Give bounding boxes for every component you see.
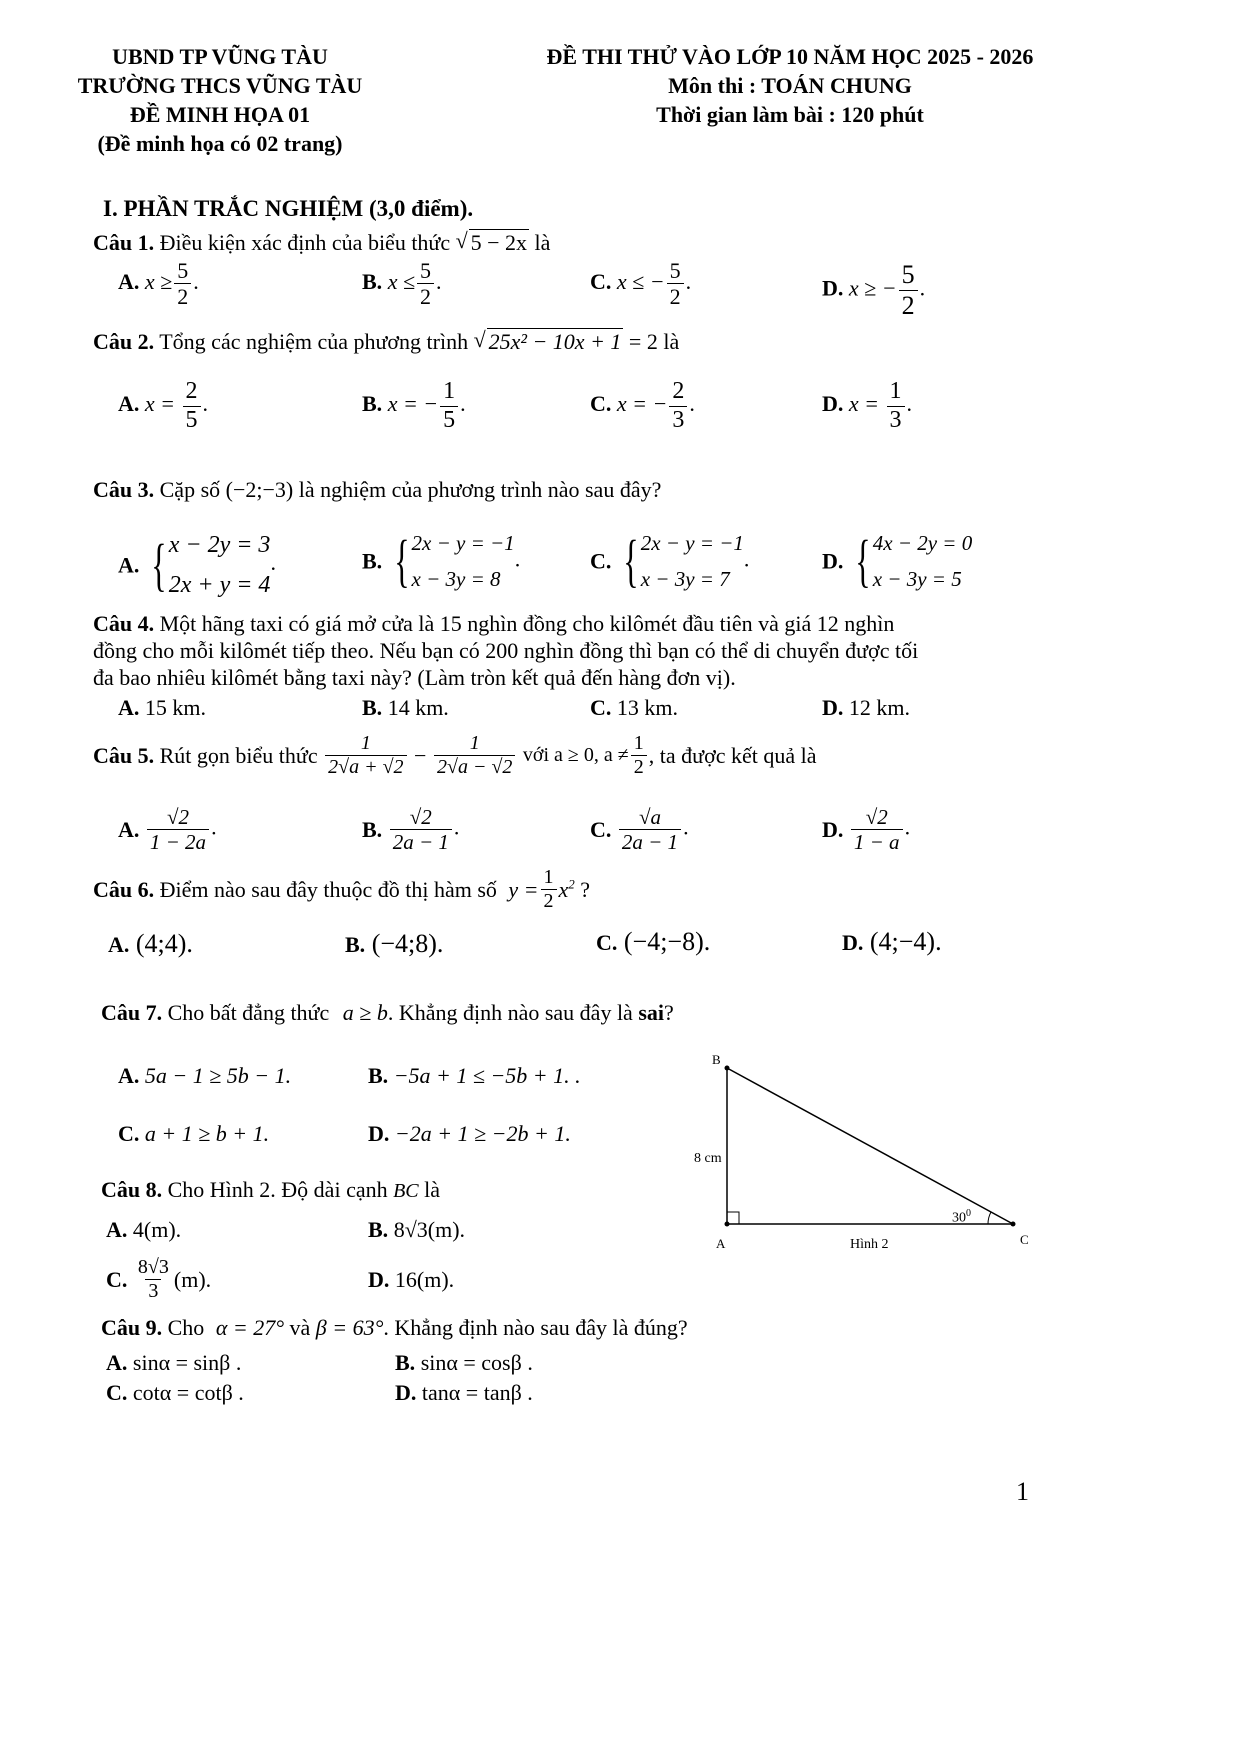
angle-arc — [988, 1212, 991, 1224]
q9-option-c[interactable]: C. cotα = cotβ . — [106, 1380, 244, 1405]
q2-option-d[interactable]: D. x = $\frac{1}{3}$ . — [822, 378, 913, 433]
header-left — [60, 42, 380, 158]
expression-fraction-1: $\frac{1}{2√a + √2}$ — [325, 732, 406, 779]
vertex-label-b: B — [712, 1052, 721, 1067]
q3-option-b[interactable]: B. { 2x − y = −1 x − 3y = 8 . — [362, 528, 521, 594]
question-4: Câu 4. Một hãng taxi có giá mở cửa là 15 nghìn đồng cho kilômét đầu tiên và giá 12 nghìn đồng cho mỗi kilômét tiếp theo. Nếu bạn có 200 nghìn đồng thì bạn có thể di chuyển được tối đa bao nhiêu kilômét bằng taxi này? (Làm tròn kết quả đến hàng đơn vị). — [93, 611, 919, 690]
header-authority: UBND TP VŨNG TÀU — [112, 44, 328, 69]
question-5: Câu 5. Rút gọn biểu thức $\frac{1}{2√a + √2}$ − $\frac{1}{2√a - √2}$ với a ≥ 0, a ≠ $\frac{1}{2}$ , ta được kết quả là — [93, 732, 817, 778]
header-school: TRƯỜNG THCS VŨNG TÀU — [77, 73, 363, 98]
q1-option-b[interactable]: B. x ≤ $\frac{5}{2}$ . — [362, 258, 442, 310]
vertex-a — [725, 1222, 730, 1227]
question-7: Câu 7. Cho bất đẳng thức a ≥ b. Khẳng định nào sau đây là sai? — [101, 1000, 674, 1025]
question-8: Câu 8. Cho Hình 2. Độ dài cạnh BC là — [101, 1177, 441, 1202]
q2-option-b[interactable]: B. x = − $\frac{1}{5}$ . — [362, 378, 466, 433]
vertex-c — [1011, 1222, 1016, 1227]
q8-option-b[interactable]: B. 8√3(m). — [368, 1217, 466, 1242]
angle-label: $30^0$ — [952, 1208, 971, 1226]
q1-option-a[interactable]: A. x ≥ $\frac{5}{2}$ . — [118, 258, 199, 310]
q6-option-c[interactable]: C. (−4;−8). — [596, 927, 711, 956]
question-label: Câu 4. — [93, 611, 155, 636]
header-page-count: (Đề minh họa có 02 trang) — [97, 131, 343, 156]
q4-option-d[interactable]: D. 12 km. — [822, 695, 911, 720]
section-title: I. PHẦN TRẮC NGHIỆM (3,0 điểm). — [103, 196, 474, 221]
radical-expression: √ 25x² − 10x + 1 — [474, 328, 624, 356]
q4-option-a[interactable]: A. 15 km. — [118, 695, 207, 720]
expression-fraction-2: $\frac{1}{2√a - √2}$ — [434, 732, 515, 779]
right-angle-mark — [727, 1212, 739, 1224]
equation-system: { x − 2y = 3 2x + y = 4 — [151, 532, 271, 598]
number-pair: (−2;−3) — [225, 477, 294, 502]
equation-system: { 4x − 2y = 0 x − 3y = 5 — [855, 528, 973, 594]
q5-option-d[interactable]: D. $\frac{√2}{1 - a}$ . — [822, 805, 911, 855]
q8-option-d[interactable]: D. 16(m). — [368, 1267, 455, 1292]
q9-option-d[interactable]: D. tanα = tanβ . — [395, 1380, 533, 1405]
question-text: Điều kiện xác định của biểu thức — [159, 230, 451, 255]
exam-subject: Môn thi : TOÁN CHUNG — [668, 73, 912, 98]
question-6: Câu 6. Điểm nào sau đây thuộc đồ thị hàm số y = $\frac{1}{2}$ $x^2$ ? — [93, 866, 591, 912]
vertex-label-c: C — [1020, 1232, 1029, 1247]
question-9: Câu 9. Cho α = 27° và β = 63°. Khẳng định nào sau đây là đúng? — [101, 1315, 688, 1340]
question-label: Câu 2. — [93, 329, 155, 354]
q1-option-c[interactable]: C. x ≤ − $\frac{5}{2}$ . — [590, 258, 692, 310]
question-label: Câu 7. — [101, 1000, 163, 1025]
q2-option-c[interactable]: C. x = − $\frac{2}{3}$ . — [590, 378, 695, 433]
triangle-figure — [680, 1050, 1050, 1260]
page-number: 1 — [1016, 1477, 1029, 1506]
question-2: Câu 2. Tổng các nghiệm của phương trình √ 25x² − 10x + 1 = 2 là — [93, 328, 679, 356]
exam-duration: Thời gian làm bài : 120 phút — [656, 102, 924, 127]
q9-option-b[interactable]: B. sinα = cosβ . — [395, 1350, 533, 1375]
q2-option-a[interactable]: A. x = $\frac{2}{5}$ . — [118, 378, 209, 433]
side-length-label: 8 cm — [694, 1151, 722, 1166]
question-1: Câu 1. Điều kiện xác định của biểu thức √ 5 − 2x là — [93, 229, 550, 257]
q6-option-a[interactable]: A. (4;4). — [108, 929, 193, 958]
radical-expression: √ 5 − 2x — [456, 229, 529, 257]
vertex-label-a: A — [716, 1236, 726, 1251]
q6-option-d[interactable]: D. (4;−4). — [842, 927, 942, 956]
q9-option-a[interactable]: A. sinα = sinβ . — [106, 1350, 242, 1375]
q5-option-b[interactable]: B. $\frac{√2}{2a - 1}$ . — [362, 805, 460, 855]
question-3: Câu 3. Cặp số (−2;−3) là nghiệm của phương trình nào sau đây? — [93, 477, 662, 502]
header-right — [490, 42, 1090, 129]
q3-option-a[interactable]: A. { x − 2y = 3 2x + y = 4 . — [118, 532, 276, 598]
question-label: Câu 5. — [93, 742, 155, 768]
header-exam-code: ĐỀ MINH HỌA 01 — [129, 102, 311, 127]
equation-system: { 2x − y = −1 x − 3y = 7 — [623, 528, 744, 594]
q7-option-c[interactable]: C. a + 1 ≥ b + 1. — [118, 1121, 270, 1146]
question-text: Tổng các nghiệm của phương trình — [159, 329, 469, 354]
q8-option-c[interactable]: C. $\frac{8√3}{3}$ (m). — [106, 1256, 212, 1302]
q8-option-a[interactable]: A. 4(m). — [106, 1217, 182, 1242]
q4-option-c[interactable]: C. 13 km. — [590, 695, 679, 720]
question-label: Câu 3. — [93, 477, 155, 502]
q4-option-b[interactable]: B. 14 km. — [362, 695, 449, 720]
side-bc — [727, 1068, 1013, 1224]
q3-option-c[interactable]: C. { 2x − y = −1 x − 3y = 7 . — [590, 528, 750, 594]
vertex-b — [725, 1066, 730, 1071]
q5-option-c[interactable]: C. $\frac{√a}{2a - 1}$ . — [590, 805, 689, 855]
q3-option-d[interactable]: D. { 4x − 2y = 0 x − 3y = 5 — [822, 528, 973, 594]
q7-option-d[interactable]: D. −2a + 1 ≥ −2b + 1. — [368, 1121, 571, 1146]
q7-option-a[interactable]: A. 5a − 1 ≥ 5b − 1. — [118, 1063, 292, 1088]
q5-option-a[interactable]: A. $\frac{√2}{1 - 2a}$ . — [118, 805, 217, 855]
q7-option-b[interactable]: B. −5a + 1 ≤ −5b + 1. . — [368, 1063, 581, 1088]
q6-option-b[interactable]: B. (−4;8). — [345, 929, 444, 958]
question-label: Câu 6. — [93, 876, 155, 902]
exam-title: ĐỀ THI THỬ VÀO LỚP 10 NĂM HỌC 2025 - 2026 — [546, 44, 1034, 69]
figure-caption: Hình 2 — [850, 1237, 889, 1252]
question-label: Câu 9. — [101, 1315, 163, 1340]
equation-system: { 2x − y = −1 x − 3y = 8 — [393, 528, 515, 594]
question-label: Câu 8. — [101, 1177, 163, 1202]
question-label: Câu 1. — [93, 230, 155, 255]
q1-option-d[interactable]: D. x ≥ − $\frac{5}{2}$ . — [822, 260, 926, 320]
